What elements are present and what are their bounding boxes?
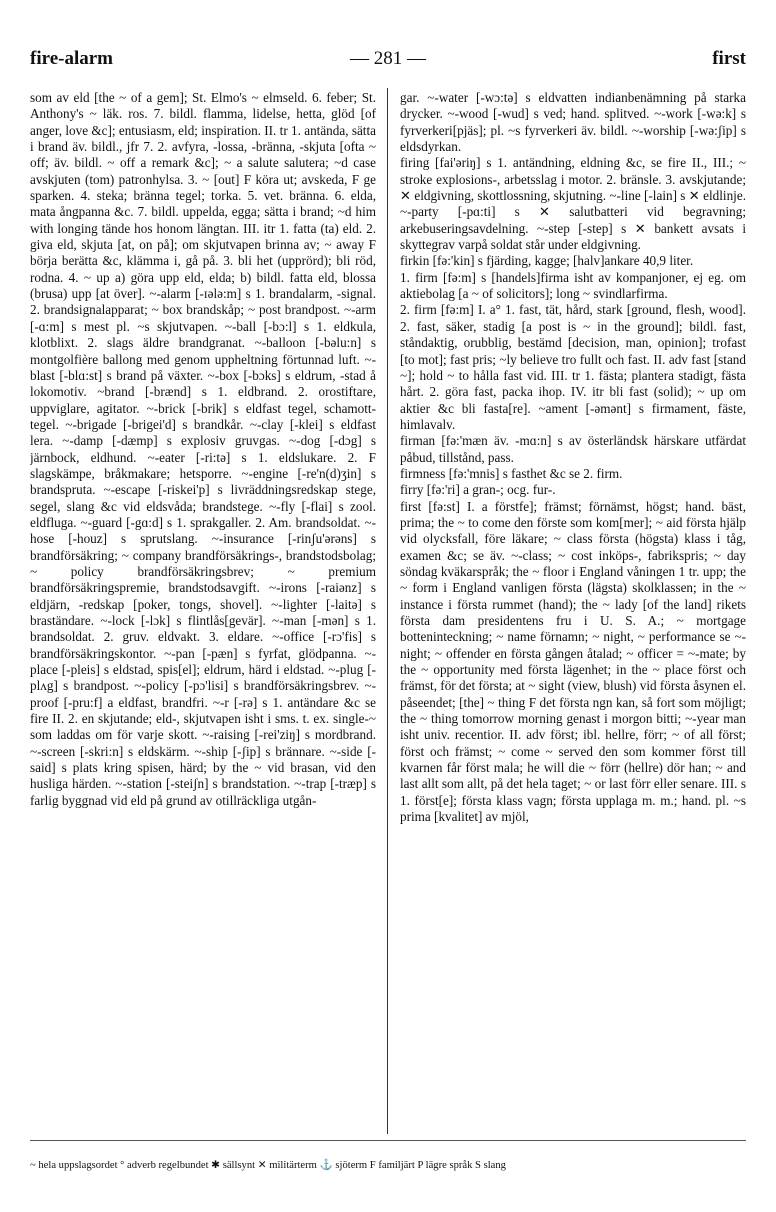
dictionary-entry: gar. ~-water [-wɔ:tə] s eldvatten indianbenämning på starka drycker. ~-wood [-wud] s ved; hand. splitved. ~-work [-wə:k] s fyrverkeri[pjäs]; pl. ~s fyrverkeri äv. bildl. ~-worship [-wə:ʃip] s eldsdyrkan. (400, 90, 746, 155)
dictionary-entry: firman [fə:'mæn äv. -mɑ:n] s av österländsk härskare utfärdat påbud, tillstånd, pass. (400, 433, 746, 465)
dictionary-entry: firkin [fə:'kin] s fjärding, kagge; [halv]ankare 40,9 liter. (400, 253, 694, 269)
page-number: — 281 — (350, 48, 426, 69)
dictionary-entry: 1. firm [fə:m] s [handels]firma isht av kompanjoner, ej eg. om aktiebolag [a ~ of solicitors]; long ~ svindlarfirma. (400, 269, 746, 302)
header-last-entry: first (712, 48, 746, 69)
running-header (30, 46, 746, 76)
header-first-entry: fire-alarm (30, 48, 113, 69)
right-column (400, 90, 746, 1140)
abbreviation-legend: ~ hela uppslagsordet ° adverb regelbundet ✱ sällsynt ✕ militärterm ⚓ sjöterm F familjärt P lägre språk S slang (30, 1160, 506, 1171)
left-column (30, 90, 376, 1140)
dictionary-entry: firing [fai'əriŋ] s 1. antändning, eldning &c, se fire II., III.; ~ stroke explosions-, arbetsslag i motor. 2. bränsle. 3. avskjutande; ✕ eldgivning, skottlossning, skjutning. ~-line [-lain] s ✕ eldlinje. ~-party [-pɑ:ti] s ✕ salutbatteri vid begravning; arkebuseringsavdelning. ~-step [-step] s ✕ bankett avsats i skyttegrav varpå soldat står under eldgivning. (400, 155, 746, 253)
column-divider (387, 88, 388, 1134)
footer-rule (30, 1140, 746, 1141)
dictionary-entry: 2. firm [fə:m] I. a° 1. fast, tät, hård, stark [ground, flesh, wood]. 2. fast, säker, stadig [a post is ~ in the ground]; bildl. fast, ståndaktig, orubblig, bestämd [decision, man, opinion]; trofast [to mot]; fast pris; ~ly believe tro fullt och fast. II. adv fast [stand ~]; hold ~ to hålla fast vid. III. tr 1. fästa; plantera stadigt, fästa hårt. 2. göra fast, packa ihop. IV. itr bli fast (solid); ~ up om aktier &c bli fasta[re]. ~ament [-əmənt] s firmament, fäste, himlavalv. (400, 302, 746, 432)
dictionary-entry: first [fə:st] I. a förstfe]; främst; förnämst, högst; hand. bäst, prima; the ~ to come den förste som kom[mer]; ~ aid första hjälp vid olycksfall, före läkare; ~ class första (högsta) klass i tåg, examen &c; se äv. ~-class; ~ cost inköps-, fabrikspris; ~ day söndag kväkarspråk; the ~ floor i England våningen 1 tr. upp; the ~ form i England vanligen första (lägsta) skolklassen; in the ~ instance i första rummet (hand); the ~ lady [of the land] rikets första dam presidentens fru i U. S. A.; ~ mortgage botteninteckning; ~ name förnamn; ~ night, ~ performance se ~-night; ~ offender en första gången åtalad; ~ officer = ~-mate; by the ~ opportunity med första lägenhet; in the ~ place först och främst, för det första; at ~ sight (view, blush) vid första åsynen el. påseendet; [the] ~ thing F det första ngn kan, så fort som möjligt; the ~ thing tomorrow morning genast i morgon bitti; ~-year man isht univ. recentior. II. adv först; ibl. hellre, förr; ~ of all först; först och främst; ~ come ~ served den som kommer först till kvarnen får först mala; he will die ~ förr (hellre) dör han; ~ and last allt som allt, på det hela taget; ~ or last förr eller senare. III. s 1. först[e]; första klass vagn; första upplaga m. m.; hand. pl. ~s prima [kvalitet] av mjöl, (400, 498, 746, 825)
dictionary-entry: firry [fə:'ri] a gran-; ocg. fur-. (400, 482, 556, 498)
dictionary-entry: som av eld [the ~ of a gem]; St. Elmo's ~ elmseld. 6. feber; St. Anthony's ~ läk. ros. 7. bildl. flamma, lidelse, hetta, glöd [of anger, love &c]; entusiasm, eld; inspiration. II. tr 1. antända, sätta i brand äv. bildl., jfr 7. 2. avfyra, -lossa, -bränna, -skjuta [ofta ~ off; äv. bildl. ~ off a remark &c]; ~ a salute salutera; ~d case avskjuten (tom) patronhylsa. 3. ~ [out] F köra ut; avskeda, F ge sparken. 4. steka; bränna tegel; torka. 5. vet. bränna. 6. elda, mata ångpanna &c. 7. bildl. uppelda, egga; sätta i brand; ~d him with longing tände hos honom längtan. III. itr 1. fatta (ta) eld. 2. giva eld, skjuta [at, on på]; om skjutvapen brinna av; ~ away F börja berätta &c, klämma i, gå på. 3. bli het (upprörd); bli röd, rodna. 4. ~ up a) göra upp eld, elda; b) bildl. fatta eld, blossa (brusa) upp [at över]. ~-alarm [-ɪələ:m] s 1. brandalarm, -signal. 2. brandsignalapparat; ~ box brandskåp; ~ post brandpost. ~-arm [-ɑ:m] s mest pl. ~s skjutvapen. ~-ball [-bɔ:l] s 1. eldkula, klotblixt. 2. slags äldre brandgranat. ~-balloon [-bəlu:n] s montgolfière ballong med genom uppheltning förtunnad luft. ~-blast [-blɑ:st] s brand på växter. ~-box [-bɔks] s eldrum, -stad å lokomotiv. ~brand [-brænd] s 1. eldbrand. 2. orostiftare, uppviglare, agitator. ~-brick [-brik] s eldfast tegel, schamott-tegel. ~-brigade [-brigei'd] s brandkår. ~-clay [-klei] s eldfast lera. ~-damp [-dæmp] s explosiv gruvgas. ~-dog [-dɔg] s järnbock, eldhund. ~-eater [-ri:tə] s 1. eldslukare. 2. F slagskämpe, bråkmakare; hetsporre. ~-engine [-re'n(d)ʒin] s brandspruta. ~-escape [-riskei'p] s livräddningsredskap stege, segel, slang &c vid eldsvåda; brandstege. ~-fly [-flai] s zool. eldfluga. ~-guard [-gɑ:d] s 1. sprakgaller. 2. Am. brandsoldat. ~-hose [-houz] s sprutslang. ~-insurance [-rinʃu'ərəns] s brandförsäkring; ~ company brandförsäkrings-, brandstodsbolag; ~ policy brandförsäkringsbrev; ~ premium brandförsäkringspremie, brandstodsavgift. ~-irons [-raiənz] s eldjärn, -redskap [poker, tongs, shovel]. ~-lighter [-laitə] s braständare. ~-lock [-lɔk] s flintlås[gevär]. ~-man [-mən] s 1. brandsoldat. 2. gruv. eldvakt. 3. eldare. ~-office [-rɔ'fis] s brandförsäkringskontor. ~-pan [-pæn] s fyrfat, glödpanna. ~-place [-pleis] s eldstad, spis[el]; eldrum, härd i eldstad. ~-plug [-plʌg] s brandpost. ~-policy [-pɔ'lisi] s brandförsäkringsbrev. ~-proof [-pru:f] a eldfast, brandfri. ~-r [-rə] s 1. antändare &c se fire II. 2. en skjutande; eld-, skjutvapen isht i sms. t. ex. single-~ som laddas om för varje skott. ~-raising [-rei'ziŋ] s mordbrand. ~-screen [-skri:n] s eldskärm. ~-ship [-ʃip] s brännare. ~-side [-said] s plats kring spisen, härd; by the ~ vid brasan, vid den husliga härden. ~-station [-steiʃn] s brandstation. ~-trap [-træp] s farlig byggnad vid eld på grund av otillräckliga utgån- (30, 90, 376, 808)
dictionary-entry: firmness [fə:'mnis] s fasthet &c se 2. firm. (400, 465, 623, 481)
